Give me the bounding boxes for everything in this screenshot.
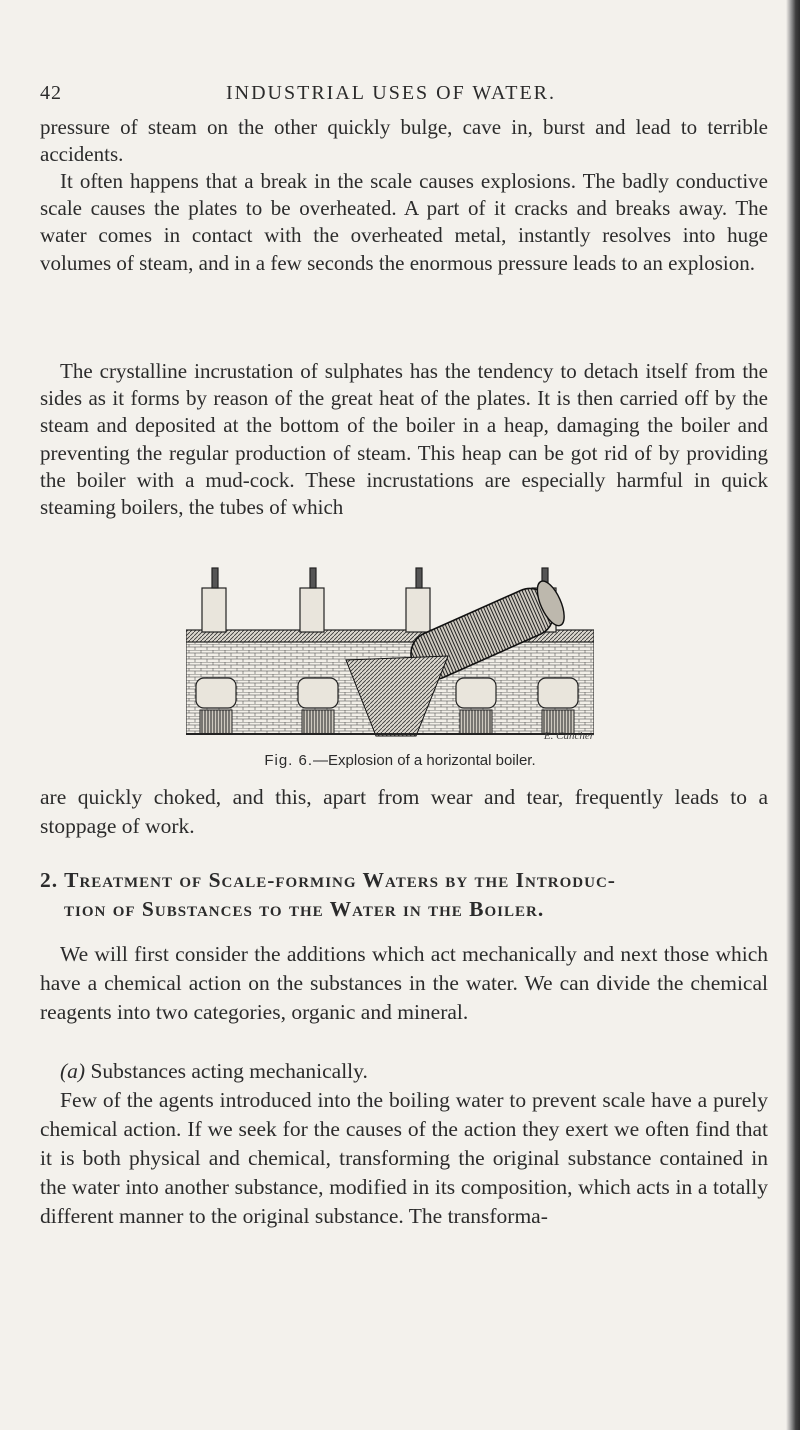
- page-header: [0, 82, 800, 112]
- subsection-a-label: (a): [60, 1059, 86, 1083]
- paragraph-7: Few of the agents introduced into the boiling water to prevent scale have a purely chemical action. If we seek for the causes of the action they exert we often find that it is both physical and chemical, transforming the original substance contained in the water into another substance, modified in its composition, which acts in a totally different manner to the original substance. The transforma-: [40, 1088, 768, 1228]
- section-heading-line-2: tion of Substances to the Water in the Boiler.: [64, 897, 545, 921]
- figure-caption: [0, 752, 800, 769]
- subsection-a-title: Substances acting mechanically.: [90, 1059, 368, 1083]
- paragraph-1: pressure of steam on the other quickly bulge, cave in, burst and lead to terrible accidents.: [40, 115, 768, 167]
- figure-caption-text: —Explosion of a horizontal boiler.: [313, 752, 536, 769]
- paragraph-2: It often happens that a break in the scale causes explosions. The badly conductive scale causes the plates to be overheated. A part of it cracks and breaks away. The water comes in contact with the overheated metal, instantly resolves into huge volumes of steam, and in a few seconds the enormous pressure leads to an explosion.: [40, 169, 768, 275]
- boiler-explosion-illustration: [186, 560, 594, 744]
- section-heading: [40, 866, 768, 924]
- page-edge-shadow: [786, 0, 800, 1430]
- paragraph-5: We will first consider the additions which act mechanically and next those which have a chemical action on the substances in the water. We can divide the chemical reagents into two categories, organic and mineral.: [40, 942, 768, 1024]
- running-head: INDUSTRIAL USES OF WATER.: [226, 82, 557, 104]
- section-heading-line-1: 2. Treatment of Scale-forming Waters by the Introduc-: [40, 868, 616, 892]
- page-number: 42: [40, 82, 62, 104]
- illustrator-signature: E. Cancher: [543, 730, 594, 742]
- paragraph-3: The crystalline incrustation of sulphates has the tendency to detach itself from the sides as it forms by reason of the great heat of the plates. It is then carried off by the steam and deposited at the bottom of the boiler in a heap, damaging the boiler and preventing the regular production of steam. This heap can be got rid of by providing the boiler with a mud-cock. These incrustations are especially harmful in quick steaming boilers, the tubes of which: [40, 359, 768, 520]
- figure-label: Fig. 6.: [264, 752, 314, 769]
- subsection-a: [40, 1057, 768, 1086]
- paragraph-4: are quickly choked, and this, apart from wear and tear, frequently leads to a stoppage of work.: [40, 785, 768, 838]
